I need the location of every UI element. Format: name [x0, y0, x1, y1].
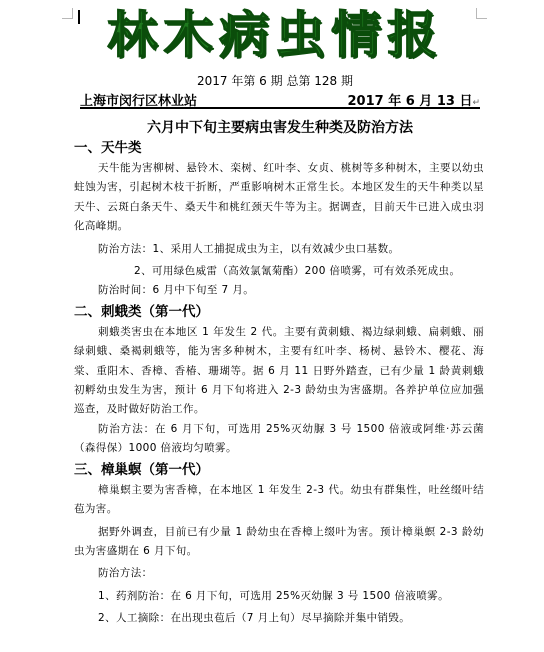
paragraph: 刺蛾类害虫在本地区 1 年发生 2 代。主要有黄刺蛾、褐边绿刺蛾、扁刺蛾、丽绿刺蛾、桑褐刺蛾等，能为害多种树木，主要有红叶李、杨树、悬铃木、樱花、海棠、重阳木、香樟、香椿、珊瑚等。据 6 月 11 日野外踏查，已有少量 1 龄黄刺蛾初孵幼虫发生为害，预计 6 月下旬将进入 2-3 龄幼虫为害盛期。各养护单位应加强巡查，及时做好防治工作。: [74, 325, 484, 416]
issue-date-text: 2017 年 6 月 13 日: [347, 94, 473, 109]
paragraph: 2、可用绿色威雷（高效氯氰菊酯）200 倍喷雾，可有效杀死成虫。: [134, 265, 461, 278]
margin-corner-mark: [476, 8, 487, 19]
org-name: 上海市闵行区林业站: [80, 94, 198, 109]
section-heading: 二、刺蛾类（第一代）: [74, 303, 209, 320]
paragraph: 防治时间：6 月中下旬至 7 月。: [98, 284, 255, 297]
org-date-line: [80, 90, 480, 109]
paragraph: 2、人工摘除：在出现虫苞后（7 月上旬）尽早摘除并集中销毁。: [98, 612, 411, 625]
masthead-title: 林木病虫情报: [107, 5, 443, 64]
paragraph: 防治方法：在 6 月下旬，可选用 25%灭幼脲 3 号 1500 倍液或阿维·苏云菌（森得保）1000 倍液均匀喷雾。: [74, 422, 484, 455]
paragraph-mark: ↵: [472, 98, 480, 108]
issue-date: [348, 90, 481, 109]
document-title: 六月中下旬主要病虫害发生种类及防治方法: [147, 120, 413, 136]
paragraph: 樟巢螟主要为害香樟，在本地区 1 年发生 2-3 代。幼虫有群集性，吐丝缀叶结苞为害。: [74, 483, 484, 516]
paragraph: 据野外调查，目前已有少量 1 龄幼虫在香樟上缀叶为害。预计樟巢螟 2-3 龄幼虫为害盛期在 6 月下旬。: [74, 525, 484, 557]
margin-corner-mark: [62, 8, 73, 19]
section-heading: 三、樟巢螟（第一代）: [74, 461, 209, 478]
paragraph: 防治方法：: [98, 567, 153, 580]
document-body: [74, 137, 484, 629]
paragraph: 天牛能为害柳树、悬铃木、栾树、红叶李、女贞、桃树等多种树木，主要以幼虫蛀蚀为害，引起树木枝干折断，严重影响树木正常生长。本地区发生的天牛种类以星天牛、云斑白条天牛、桑天牛和桃红颈天牛等为主。据调查，目前天牛已进入成虫羽化高峰期。: [74, 162, 484, 233]
section-heading: 一、天牛类: [74, 140, 142, 156]
paragraph: 1、药剂防治：在 6 月下旬，可选用 25%灭幼脲 3 号 1500 倍液喷雾。: [98, 589, 449, 602]
paragraph: 防治方法：1、采用人工捕捉成虫为主，以有效减少虫口基数。: [98, 242, 400, 255]
issue-line: 2017 年第 6 期 总第 128 期: [197, 74, 353, 88]
